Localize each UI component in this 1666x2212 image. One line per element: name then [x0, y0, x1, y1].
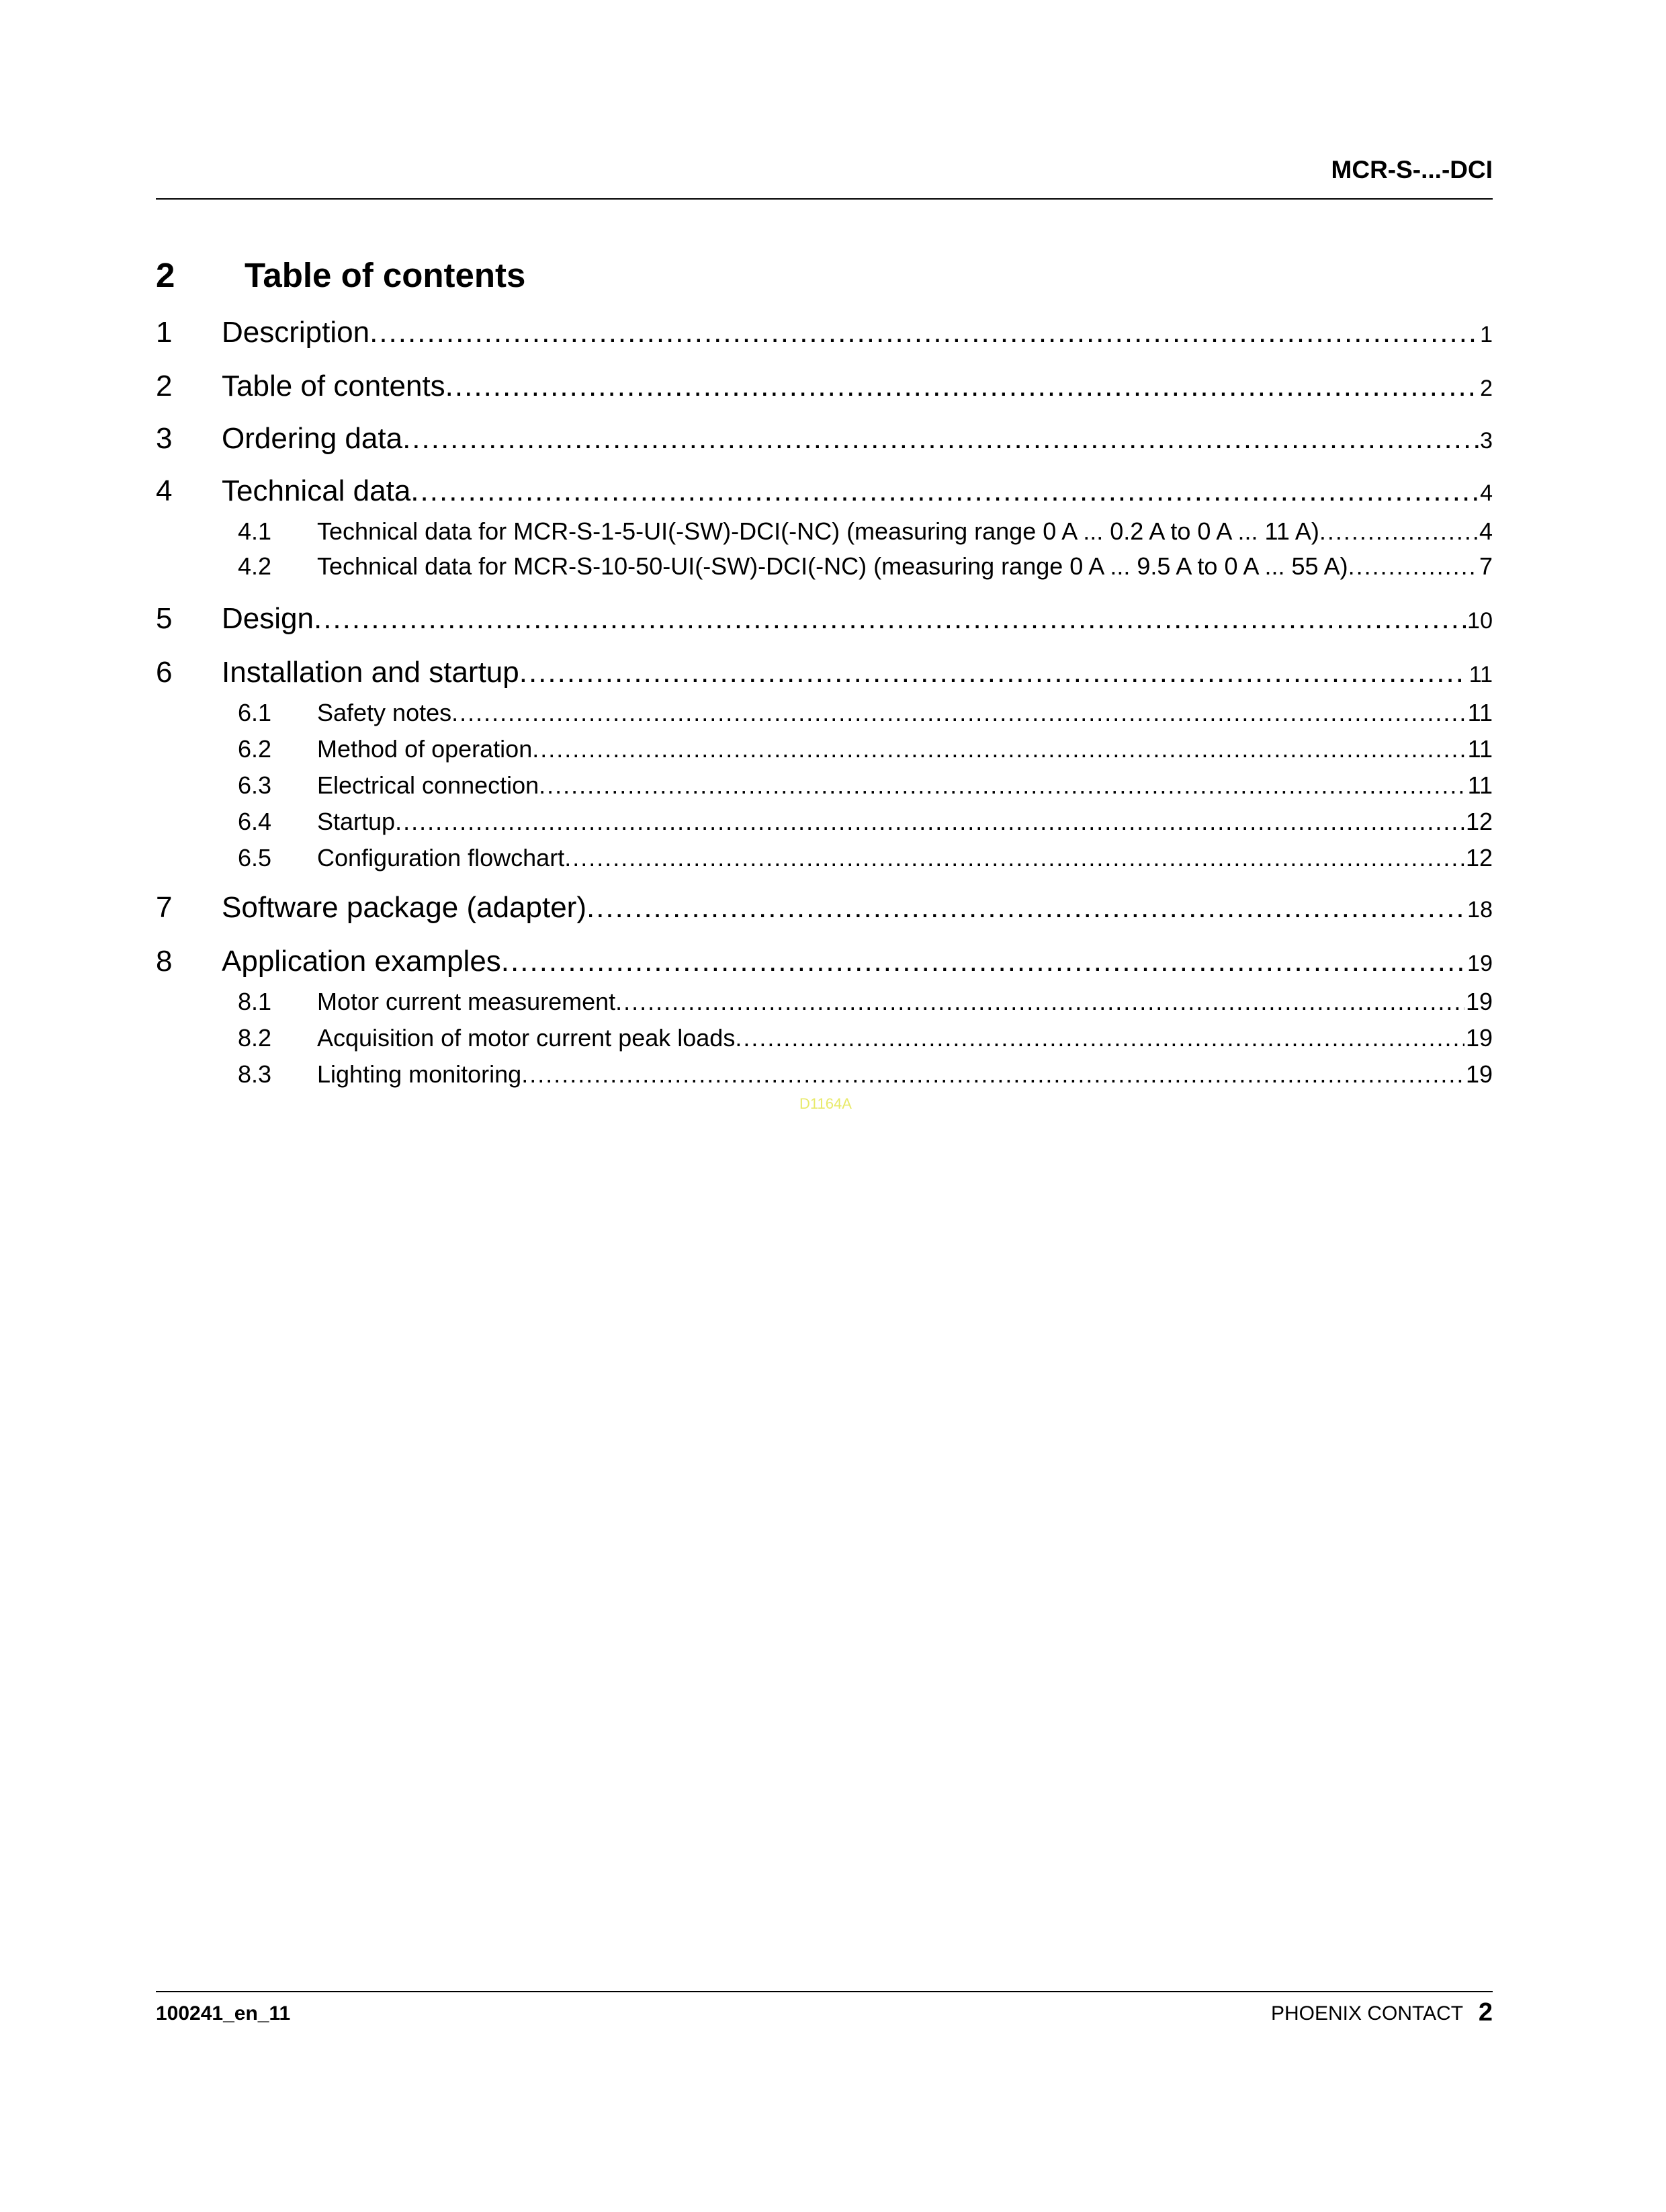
- toc-dot-leader: [519, 656, 1468, 689]
- section-number: 2: [156, 256, 175, 294]
- toc-entry-page: 12: [1465, 844, 1493, 871]
- toc-entry[interactable]: [156, 699, 1493, 732]
- toc-entry-title: Acquisition of motor current peak loads: [317, 1024, 736, 1052]
- toc-entry-number: 5: [156, 602, 173, 635]
- toc-entry-number: 6: [156, 656, 173, 689]
- toc-entry-page: 3: [1480, 428, 1493, 454]
- toc-entry[interactable]: [156, 370, 1493, 410]
- toc-entry[interactable]: [156, 891, 1493, 931]
- toc-entry-page: 11: [1467, 699, 1493, 726]
- toc-entry-page: 19: [1465, 1060, 1493, 1088]
- toc-dot-leader: [314, 602, 1466, 636]
- toc-entry-page: 4: [1480, 480, 1493, 506]
- toc-entry-number: 8.2: [238, 1024, 272, 1052]
- toc-dot-leader: [564, 844, 1464, 872]
- toc-dot-leader: [369, 316, 1479, 349]
- toc-entry-page: 4: [1479, 517, 1493, 545]
- toc-entry-title: Motor current measurement: [317, 988, 616, 1015]
- toc-entry[interactable]: [156, 735, 1493, 769]
- header-doc-code: MCR-S-...-DCI: [1331, 156, 1493, 183]
- toc-dot-leader: [521, 1060, 1464, 1089]
- toc-dot-leader: [1319, 517, 1478, 546]
- toc-entry-title: Technical data for MCR-S-1-5-UI(-SW)-DCI(-NC) (measuring range 0 A ... 0.2 A to 0 A ... 11 A): [317, 517, 1319, 545]
- toc-entry-number: 6.3: [238, 771, 272, 799]
- toc-dot-leader: [586, 891, 1466, 925]
- toc-entry[interactable]: [156, 808, 1493, 841]
- toc-dot-leader: [735, 1024, 1464, 1052]
- toc-entry-number: 2: [156, 370, 173, 402]
- toc-entry-number: 6.1: [238, 699, 272, 726]
- toc-entry[interactable]: [156, 1060, 1493, 1094]
- toc-entry-number: 6.4: [238, 808, 272, 835]
- toc-dot-leader: [451, 699, 1466, 727]
- toc-dot-leader: [402, 422, 1479, 456]
- toc-dot-leader: [532, 735, 1466, 763]
- toc-entry-number: 8: [156, 945, 173, 978]
- toc-dot-leader: [395, 808, 1464, 836]
- toc-entry[interactable]: [156, 945, 1493, 985]
- toc-entry[interactable]: [156, 1024, 1493, 1058]
- toc-entry-title: Electrical connection: [317, 771, 539, 799]
- toc-entry-page: 19: [1465, 988, 1493, 1015]
- toc-entry-title: Technical data: [222, 474, 411, 507]
- toc-dot-leader: [615, 988, 1464, 1016]
- toc-entry[interactable]: [156, 988, 1493, 1021]
- toc-dot-leader: [1348, 552, 1478, 581]
- toc-entry[interactable]: [156, 316, 1493, 356]
- section-heading: [156, 255, 525, 295]
- toc-entry[interactable]: [156, 517, 1493, 551]
- toc-entry-page: 18: [1467, 897, 1493, 923]
- toc-entry[interactable]: [156, 771, 1493, 805]
- toc-entry[interactable]: [156, 602, 1493, 642]
- toc-entry-title: Description: [222, 316, 370, 349]
- toc-entry-page: 12: [1465, 808, 1493, 835]
- toc-entry-number: 4: [156, 474, 173, 507]
- toc-entry-number: 4.2: [238, 552, 272, 580]
- toc-entry-title: Method of operation: [317, 735, 533, 763]
- toc-entry-number: 8.1: [238, 988, 272, 1015]
- toc-entry-title: Software package (adapter): [222, 891, 586, 924]
- toc-dot-leader: [410, 474, 1479, 508]
- toc-entry-number: 3: [156, 422, 173, 455]
- header-rule: [156, 198, 1493, 200]
- footer-doc-id: 100241_en_11: [156, 2002, 291, 2025]
- toc-entry-page: 7: [1479, 552, 1493, 580]
- toc-entry-number: 1: [156, 316, 173, 349]
- toc-entry-page: 19: [1465, 1024, 1493, 1052]
- toc-entry-number: 8.3: [238, 1060, 272, 1088]
- toc-entry[interactable]: [156, 552, 1493, 586]
- toc-entry-page: 1: [1480, 322, 1493, 347]
- toc-entry-page: 11: [1468, 662, 1493, 687]
- footer-rule: [156, 1991, 1493, 1992]
- toc-dot-leader: [501, 945, 1466, 978]
- toc-entry-number: 4.1: [238, 517, 272, 545]
- toc-entry-page: 2: [1480, 376, 1493, 401]
- toc-entry-page: 10: [1467, 608, 1493, 634]
- toc-entry-title: Ordering data: [222, 422, 403, 455]
- toc-entry-number: 7: [156, 891, 173, 924]
- toc-entry[interactable]: [156, 656, 1493, 696]
- toc-dot-leader: [445, 370, 1479, 403]
- stamp-mark: D1164A: [799, 1095, 852, 1112]
- section-title: Table of contents: [245, 256, 526, 294]
- toc-entry-title: Technical data for MCR-S-10-50-UI(-SW)-DCI(-NC) (measuring range 0 A ... 9.5 A to 0 A ... 55 A): [317, 552, 1348, 580]
- toc-dot-leader: [539, 771, 1466, 800]
- toc-entry-title: Configuration flowchart: [317, 844, 565, 871]
- toc-entry-page: 11: [1467, 771, 1493, 799]
- toc-entry-title: Design: [222, 602, 314, 635]
- toc-entry[interactable]: [156, 422, 1493, 462]
- toc-entry-page: 11: [1467, 735, 1493, 763]
- footer-page-number: 2: [1478, 1998, 1493, 2027]
- toc-entry-title: Safety notes: [317, 699, 452, 726]
- toc-entry-page: 19: [1467, 951, 1493, 976]
- toc-entry[interactable]: [156, 844, 1493, 878]
- toc-entry-number: 6.2: [238, 735, 272, 763]
- toc-entry-title: Startup: [317, 808, 396, 835]
- toc-entry[interactable]: [156, 474, 1493, 515]
- footer-company: PHOENIX CONTACT: [1271, 2002, 1464, 2025]
- toc-entry-number: 6.5: [238, 844, 272, 871]
- toc-entry-title: Lighting monitoring: [317, 1060, 522, 1088]
- toc-entry-title: Installation and startup: [222, 656, 519, 689]
- toc-entry-title: Application examples: [222, 945, 501, 978]
- toc-entry-title: Table of contents: [222, 370, 445, 402]
